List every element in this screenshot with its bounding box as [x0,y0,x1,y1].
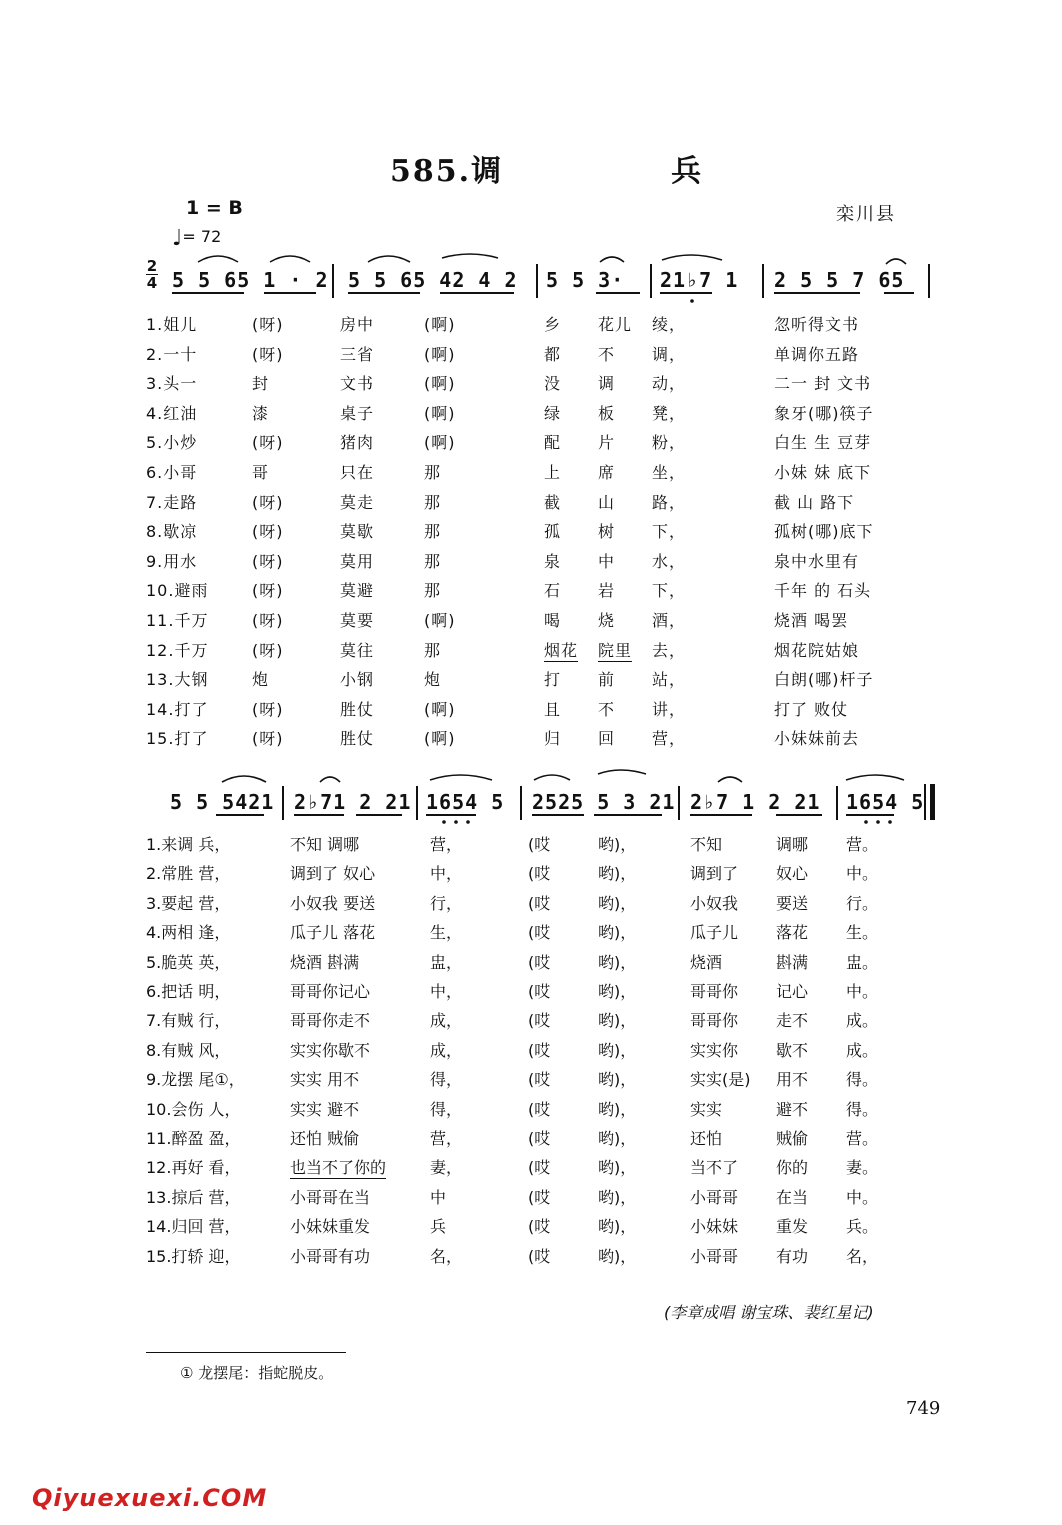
verse1-cell: 乡 [544,315,562,334]
verse1-cell: 烟花 [544,638,578,662]
verse2-cell: 避不 [776,1099,809,1119]
verse1-cell: (呀) [252,640,284,660]
verse1-cell: 猪肉 [340,433,375,453]
slur-mark [534,775,570,780]
verse1-cell: 哥 [252,463,270,482]
verse1-cell: 15.打了 [146,729,209,749]
verse2-cell: 小奴我 [690,893,739,913]
slur-mark [600,257,624,262]
staff2-measure: 1654 5 [846,790,925,814]
verse1-cell: 胜仗 [340,729,375,749]
verse2-cell: 要送 [776,893,809,913]
verse2-cell: 中。 [846,864,879,884]
verse1-cell: 泉中水里有 [774,551,860,571]
verse1-cell: 那 [424,522,442,542]
verse2-cell: 走不 [776,1011,809,1031]
verse2-cell: 用不 [776,1070,809,1090]
verse2-cell: 哟)， [598,835,637,854]
verse1-cell: 坐， [652,463,687,482]
verse1-cell: 忽听得文书 [774,315,860,334]
verse2-cell: 瓜子儿 落花 [290,923,376,943]
verse1-cell: 1.姐儿 [146,315,198,334]
credit-line: (李章成唱 谢宝珠、裴红星记) [664,1303,874,1322]
footnote-rule [146,1352,346,1353]
slur-mark [198,256,238,262]
verse1-cell: 6.小哥 [146,463,198,482]
key-signature: 1 = B [186,197,243,219]
verse2-cell: 营， [430,835,463,854]
watermark-logo: Qiyuexuexi.COM [32,1484,268,1512]
verse2-cell: 在当 [776,1187,809,1207]
verse1-cell: 回 [598,729,616,749]
verse2-cell: 小妹妹重发 [290,1217,371,1237]
time-signature-top: 2 [146,257,158,275]
verse1-cell: 没 [544,374,562,394]
verse1-cell: 那 [424,463,442,482]
verse1-cell: 小钢 [340,670,375,690]
slur-mark [430,775,492,780]
verse1-cell: (啊) [424,374,456,394]
title-char-2: 兵 [671,154,704,189]
verse2-cell: 调到了 [690,864,739,884]
verse2-cell: 奴心 [776,864,809,884]
slur-mark [320,777,340,782]
verse2-cell: 哟)， [598,1246,637,1266]
verse2-cell: (哎 [528,1099,551,1119]
verse2-cell: 小妹妹 [690,1217,739,1237]
verse2-cell: 11.醉盈 盈， [146,1129,241,1148]
verse1-cell: 白朗(哪)杆子 [774,670,874,690]
verse1-cell: (呀) [252,611,284,630]
octave-dot [690,299,694,303]
verse2-cell: 名， [846,1246,879,1266]
verse1-cell: 莫走 [340,492,375,512]
verse1-cell: 板 [598,403,616,423]
verse2-cell: 成。 [846,1040,879,1060]
verse2-cell: 中， [430,864,463,884]
region-label: 栾川县 [836,204,896,225]
verse1-cell: 莫歇 [340,522,375,542]
verse2-cell: 9.龙摆 尾①， [146,1070,245,1090]
verse1-cell: 凳， [652,403,687,423]
verse2-cell: 成， [430,1011,463,1031]
verse1-cell: 树 [598,522,616,542]
verse2-cell: 哟)， [598,1158,637,1178]
staff1-measure: 2 5 5 7 65 [774,268,905,292]
verse2-cell: 哥哥你走不 [290,1011,371,1031]
verse1-cell: 那 [424,492,442,512]
verse1-cell: 下， [652,581,687,601]
verse1-cell: 截 [544,492,562,512]
verse2-cell: (哎 [528,835,551,854]
verse2-cell: 得。 [846,1070,879,1090]
verse2-cell: (哎 [528,864,551,884]
verse1-cell: (啊) [424,699,456,719]
verse1-cell: 胜仗 [340,699,375,719]
verse2-cell: (哎 [528,1011,551,1031]
verse1-cell: 泉 [544,551,562,571]
verse2-cell: 盅， [430,952,463,972]
octave-dot [466,820,470,824]
verse1-cell: 院里 [598,638,632,662]
verse2-cell: 还怕 [690,1129,723,1148]
verse1-cell: (呀) [252,729,284,749]
staff1-measure: 21♭7 1 [660,268,739,292]
verse2-cell: 哟)， [598,1187,637,1207]
tempo-value: = 72 [182,227,222,246]
staff2-measure: 1654 5 [426,790,505,814]
verse2-cell: 14.归回 营， [146,1217,241,1237]
verse2-cell: 实实(是) [690,1070,751,1090]
verse2-cell: 得， [430,1070,463,1090]
verse2-cell: 实实 [690,1099,723,1119]
verse1-cell: 三省 [340,344,375,364]
octave-dot [864,820,868,824]
verse2-cell: 哥哥你记心 [290,982,371,1001]
verse1-cell: 桌子 [340,403,375,423]
verse1-cell: 调， [652,344,687,364]
verse1-cell: 8.歇凉 [146,522,198,542]
verse2-cell: 瓜子儿 [690,923,739,943]
verse2-cell: 2.常胜 营， [146,864,231,884]
verse1-cell: 酒， [652,611,687,630]
verse2-cell: 小哥哥 [690,1246,739,1266]
verse2-cell: 成， [430,1040,463,1060]
verse2-cell: 落花 [776,923,809,943]
verse2-cell: (哎 [528,1246,551,1266]
verse1-cell: 岩 [598,581,616,601]
verse1-cell: (啊) [424,729,456,749]
verse1-cell: 烧 [598,611,616,630]
verse1-cell: 莫用 [340,551,375,571]
verse2-cell: (哎 [528,1070,551,1090]
verse1-cell: 那 [424,551,442,571]
verse1-cell: 烧酒 喝罢 [774,611,849,630]
verse2-cell: 哟)， [598,982,637,1001]
verse2-cell: 哟)， [598,952,637,972]
verse1-cell: 二一 封 文书 [774,374,872,394]
verse2-cell: (哎 [528,923,551,943]
verse1-cell: 石 [544,581,562,601]
verse2-cell: 哥哥你 [690,982,739,1001]
verse2-cell: 不知 调哪 [290,835,360,854]
quarter-note-icon: ♩ [172,226,183,251]
verse2-cell: 小哥哥在当 [290,1187,371,1207]
verse2-cell: 营。 [846,835,879,854]
verse2-cell: 10.会伤 人， [146,1099,241,1119]
staff2-measure: 2♭71 2 21 [294,790,412,814]
verse2-cell: 有功 [776,1246,809,1266]
time-signature-bottom: 4 [146,274,158,292]
slur-mark [846,775,904,780]
verse2-cell: 斟满 [776,952,809,972]
verse1-cell: 4.红油 [146,403,198,423]
title-char-1: 调 [471,154,504,189]
verse1-cell: 白生 生 豆芽 [774,433,872,453]
verse1-cell: 绿 [544,403,562,423]
verse2-cell: 当不了 [690,1158,739,1178]
verse1-cell: 小妹妹前去 [774,729,860,749]
slur-mark [718,777,742,782]
verse2-cell: 中， [430,982,463,1001]
verse1-cell: 山 [598,492,616,512]
verse2-cell: 中。 [846,982,879,1001]
verse2-cell: 哟)， [598,1217,637,1237]
verse1-cell: 打了 败仗 [774,699,849,719]
verse2-cell: 小奴我 要送 [290,893,376,913]
verse1-cell: 单调你五路 [774,344,860,364]
verse2-cell: (哎 [528,982,551,1001]
verse1-cell: 莫避 [340,581,375,601]
verse2-cell: 不知 [690,835,723,854]
verse2-cell: 生， [430,923,463,943]
verse2-cell: (哎 [528,1187,551,1207]
slur-mark [598,770,646,774]
verse2-cell: 5.脆英 英， [146,952,231,972]
verse2-cell: 实实 用不 [290,1070,360,1090]
verse1-cell: 14.打了 [146,699,209,719]
verse2-cell: 还怕 贼偷 [290,1129,360,1148]
verse2-cell: 得。 [846,1099,879,1119]
footnote: ① 龙摆尾：指蛇脱皮。 [180,1364,334,1382]
verse1-cell: (呀) [252,551,284,571]
verse2-cell: 实实你 [690,1040,739,1060]
song-number: 585. [390,154,472,189]
verse2-cell: 1.来调 兵， [146,835,231,854]
verse1-cell: 10.避雨 [146,581,209,601]
verse1-cell: 象牙(哪)筷子 [774,403,874,423]
verse1-cell: 营， [652,729,687,749]
verse1-cell: 只在 [340,463,375,482]
verse1-cell: (呀) [252,492,284,512]
verse2-cell: 妻。 [846,1158,879,1178]
verse2-cell: 6.把话 明， [146,982,231,1001]
octave-dot [442,820,446,824]
verse2-cell: 哟)， [598,864,637,884]
verse1-cell: 下， [652,522,687,542]
verse1-cell: (啊) [424,403,456,423]
verse1-cell: (呀) [252,699,284,719]
verse2-cell: 成。 [846,1011,879,1031]
slur-mark [442,254,498,258]
verse2-cell: (哎 [528,1129,551,1148]
octave-dot [454,820,458,824]
verse2-cell: 小哥哥 [690,1187,739,1207]
verse1-cell: 讲， [652,699,687,719]
verse1-cell: 上 [544,463,562,482]
verse2-cell: 营。 [846,1129,879,1148]
verse1-cell: 5.小炒 [146,433,198,453]
verse1-cell: 调 [598,374,616,394]
staff1-measure: 5 5 65 1 · 2 [172,268,329,292]
verse1-cell: 不 [598,344,616,364]
verse1-cell: 11.千万 [146,611,209,630]
verse1-cell: 归 [544,729,562,749]
verse2-cell: 烧酒 斟满 [290,952,360,972]
verse2-cell: 记心 [776,982,809,1001]
slur-mark [368,256,410,262]
verse1-cell: 炮 [252,670,270,690]
verse2-cell: 重发 [776,1217,809,1237]
verse2-cell: 7.有贼 行， [146,1011,231,1031]
verse2-cell: 哟)， [598,1099,637,1119]
verse1-cell: (呀) [252,522,284,542]
verse2-cell: 中。 [846,1187,879,1207]
slur-mark [662,255,722,260]
verse1-cell: 路， [652,492,687,512]
verse2-cell: 行。 [846,893,879,913]
verse1-cell: (呀) [252,433,284,453]
verse2-cell: 哟)， [598,1011,637,1031]
verse1-cell: 12.千万 [146,640,209,660]
staff2-measure: 2525 5 3 21 [532,790,676,814]
verse1-cell: 打 [544,670,562,690]
verse1-cell: 席 [598,463,616,482]
verse2-cell: 哥哥你 [690,1011,739,1031]
verse1-cell: (呀) [252,344,284,364]
verse1-cell: 漆 [252,403,270,423]
staff1-measure: 5 5 65 42 4 2 [348,268,518,292]
verse1-cell: 文书 [340,374,375,394]
verse1-cell: 配 [544,433,562,453]
verse1-cell: 7.走路 [146,492,198,512]
verse1-cell: (啊) [424,315,456,334]
verse1-cell: 莫要 [340,611,375,630]
verse1-cell: 房中 [340,315,375,334]
verse2-cell: 3.要起 营， [146,893,231,913]
page-number: 749 [906,1398,941,1419]
verse2-cell: (哎 [528,1158,551,1178]
verse1-cell: 孤树(哪)底下 [774,522,874,542]
verse2-cell: 哟)， [598,1040,637,1060]
verse1-cell: 不 [598,699,616,719]
verse2-cell: 哟)， [598,1129,637,1148]
verse1-cell: 小妹 妹 底下 [774,463,872,482]
verse1-cell: 粉， [652,433,687,453]
verse2-cell: (哎 [528,893,551,913]
slur-mark [886,259,906,264]
staff2-measure: 5 5 5421 [170,790,275,814]
slur-mark [270,256,310,262]
verse2-cell: 营， [430,1129,463,1148]
verse2-cell: 4.两相 逢， [146,923,231,943]
verse1-cell: 中 [598,551,616,571]
slur-mark [222,776,266,782]
verse1-cell: 2.一十 [146,344,198,364]
verse2-cell: (哎 [528,952,551,972]
verse1-cell: 片 [598,433,616,453]
verse2-cell: 歇不 [776,1040,809,1060]
verse1-cell: 那 [424,640,442,660]
verse2-cell: 中 [430,1187,447,1207]
verse2-cell: 13.掠后 营， [146,1187,241,1207]
verse2-cell: 实实 避不 [290,1099,360,1119]
verse1-cell: 站， [652,670,687,690]
verse1-cell: (啊) [424,433,456,453]
verse2-cell: 行， [430,893,463,913]
verse2-cell: 兵 [430,1217,447,1237]
verse1-cell: 动， [652,374,687,394]
verse2-cell: 实实你歇不 [290,1040,371,1060]
verse1-cell: 3.头一 [146,374,198,394]
verse2-cell: 也当不了你的 [290,1155,386,1179]
verse2-cell: 8.有贼 风， [146,1040,231,1060]
verse2-cell: 15.打轿 迎， [146,1246,241,1266]
verse1-cell: 截 山 路下 [774,492,855,512]
verse2-cell: (哎 [528,1217,551,1237]
verse2-cell: 哟)， [598,1070,637,1090]
verse2-cell: 哟)， [598,923,637,943]
verse1-cell: (呀) [252,581,284,601]
verse2-cell: 妻， [430,1158,463,1178]
verse1-cell: 前 [598,670,616,690]
verse1-cell: 喝 [544,611,562,630]
verse2-cell: 小哥哥有功 [290,1246,371,1266]
verse2-cell: 兵。 [846,1217,879,1237]
verse2-cell: 名， [430,1246,463,1266]
verse1-cell: 去， [652,640,687,660]
verse1-cell: 烟花院姑娘 [774,640,860,660]
verse1-cell: 炮 [424,670,442,690]
verse1-cell: (啊) [424,344,456,364]
octave-dot [888,820,892,824]
verse2-cell: 12.再好 看， [146,1158,241,1178]
verse1-cell: 封 [252,374,270,394]
verse1-cell: 那 [424,581,442,601]
verse2-cell: 生。 [846,923,879,943]
verse2-cell: 得， [430,1099,463,1119]
verse2-cell: 盅。 [846,952,879,972]
verse1-cell: 且 [544,699,562,719]
verse1-cell: 莫往 [340,640,375,660]
verse1-cell: 绫， [652,315,687,334]
verse1-cell: 花儿 [598,315,633,334]
verse1-cell: 水， [652,551,687,571]
verse1-cell: 13.大钢 [146,670,209,690]
verse1-cell: (呀) [252,315,284,334]
staff2-measure: 2♭7 1 2 21 [690,790,821,814]
verse1-cell: (啊) [424,611,456,630]
verse2-cell: 贼偷 [776,1129,809,1148]
staff1-measure: 5 5 3· [546,268,625,292]
verse2-cell: 哟)， [598,893,637,913]
verse2-cell: 你的 [776,1158,809,1178]
verse1-cell: 9.用水 [146,551,198,571]
verse2-cell: 调到了 奴心 [290,864,376,884]
verse2-cell: 调哪 [776,835,809,854]
verse1-cell: 孤 [544,522,562,542]
verse1-cell: 都 [544,344,562,364]
verse2-cell: 烧酒 [690,952,723,972]
verse2-cell: (哎 [528,1040,551,1060]
verse1-cell: 千年 的 石头 [774,581,872,601]
octave-dot [876,820,880,824]
